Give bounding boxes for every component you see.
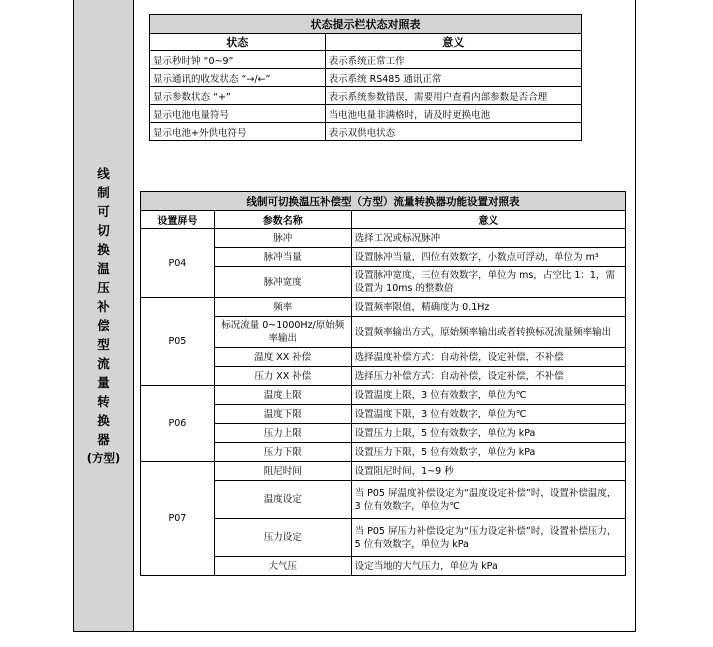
sidebar-title: [74, 0, 134, 631]
status-cell: 显示电池电量符号: [150, 105, 326, 123]
param-cell: 压力下限: [214, 443, 351, 462]
param-cell: 压力设定: [214, 519, 351, 557]
screen-cell: P05: [141, 298, 215, 386]
meaning-cell: 设置频率输出方式，原始频率输出或者转换标况流量频率输出: [351, 317, 625, 348]
settings-table: [140, 191, 626, 576]
table-row: [150, 51, 582, 69]
screen-cell: P07: [141, 462, 215, 576]
param-cell: 温度下限: [214, 405, 351, 424]
meaning-cell: 表示系统参数错误，需要用户查看内部参数是否合理: [325, 87, 581, 105]
status-cell: 显示参数状态 “+”: [150, 87, 326, 105]
meaning-cell: 当 P05 屏温度补偿设定为“温度设定补偿”时，设置补偿温度，3 位有效数字，单位为℃: [351, 481, 625, 519]
param-cell: 温度设定: [214, 481, 351, 519]
page-frame: [73, 0, 636, 632]
meaning-cell: 设定当地的大气压力，单位为 kPa: [351, 557, 625, 576]
param-cell: 温度上限: [214, 386, 351, 405]
status-cell: 显示通讯的收发状态 “→/←”: [150, 69, 326, 87]
settings-table-title: 线制可切换温压补偿型（方型）流量转换器功能设置对照表: [141, 192, 626, 211]
param-cell: 温度 XX 补偿: [214, 348, 351, 367]
sidebar-char: 转: [97, 393, 110, 409]
status-cell: 显示电池+外供电符号: [150, 123, 326, 141]
sidebar-char: 偿: [97, 317, 110, 333]
table-row: [141, 298, 626, 317]
param-cell: 脉冲宽度: [214, 267, 351, 298]
status-header: 状态: [150, 34, 326, 51]
sidebar-char: 温: [97, 260, 110, 276]
param-cell: 脉冲: [214, 229, 351, 248]
meaning-cell: 选择压力补偿方式：自动补偿，设定补偿，不补偿: [351, 367, 625, 386]
sidebar-char: 线: [97, 165, 110, 181]
table-row: [150, 123, 582, 141]
param-cell: 压力 XX 补偿: [214, 367, 351, 386]
table-row: [150, 69, 582, 87]
sidebar-char: 量: [97, 374, 110, 390]
screen-header: 设置屏号: [141, 211, 215, 229]
sidebar-char: 型: [97, 336, 110, 352]
sidebar-chars: [97, 164, 110, 449]
table-row: [141, 386, 626, 405]
meaning-cell: 当电池电量非满格时，请及时更换电池: [325, 105, 581, 123]
status-table: [149, 14, 582, 141]
param-header: 参数名称: [214, 211, 351, 229]
table-row: [150, 87, 582, 105]
table-row: [141, 462, 626, 481]
sidebar-tail: (方型): [86, 450, 121, 465]
sidebar-char: 补: [97, 298, 110, 314]
meaning-cell: 选择工况或标况脉冲: [351, 229, 625, 248]
param-cell: 大气压: [214, 557, 351, 576]
table-row: [150, 105, 582, 123]
screen-cell: P04: [141, 229, 215, 298]
sidebar-char: 器: [97, 431, 110, 447]
status-table-title: 状态提示栏状态对照表: [150, 15, 582, 34]
meaning-cell: 设置脉冲当量，四位有效数字，小数点可浮动，单位为 m³: [351, 248, 625, 267]
screen-cell: P06: [141, 386, 215, 462]
param-cell: 标况流量 0~1000Hz/原始频率输出: [214, 317, 351, 348]
meaning-cell: 设置温度上限，3 位有效数字，单位为℃: [351, 386, 625, 405]
meaning-cell: 表示系统正常工作: [325, 51, 581, 69]
param-cell: 脉冲当量: [214, 248, 351, 267]
meaning-cell: 设置压力上限，5 位有效数字，单位为 kPa: [351, 424, 625, 443]
meaning-cell: 表示双供电状态: [325, 123, 581, 141]
meaning-cell: 当 P05 屏压力补偿设定为“压力设定补偿”时，设置补偿压力，5 位有效数字，单位为 kPa: [351, 519, 625, 557]
meaning-cell: 选择温度补偿方式：自动补偿，设定补偿，不补偿: [351, 348, 625, 367]
meaning-cell: 设置阻尼时间，1~9 秒: [351, 462, 625, 481]
sidebar-char: 可: [97, 203, 110, 219]
meaning-cell: 设置脉冲宽度，三位有效数字，单位为 ms，占空比 1：1，需设置为 10ms 的整数倍: [351, 267, 625, 298]
sidebar-char: 换: [97, 412, 110, 428]
meaning-cell: 表示系统 RS485 通讯正常: [325, 69, 581, 87]
sidebar-char: 制: [97, 184, 110, 200]
sidebar-char: 切: [97, 222, 110, 238]
param-cell: 压力上限: [214, 424, 351, 443]
param-cell: 阻尼时间: [214, 462, 351, 481]
sidebar-char: 压: [97, 279, 110, 295]
param-cell: 频率: [214, 298, 351, 317]
meaning-header: 意义: [351, 211, 625, 229]
meaning-cell: 设置频率限值，精确度为 0.1Hz: [351, 298, 625, 317]
meaning-header: 意义: [325, 34, 581, 51]
sidebar-char: 流: [97, 355, 110, 371]
meaning-cell: 设置温度下限，3 位有效数字，单位为℃: [351, 405, 625, 424]
status-cell: 显示秒时钟 “0~9”: [150, 51, 326, 69]
table-row: [141, 229, 626, 248]
sidebar-char: 换: [97, 241, 110, 257]
meaning-cell: 设置压力下限，5 位有效数字，单位为 kPa: [351, 443, 625, 462]
